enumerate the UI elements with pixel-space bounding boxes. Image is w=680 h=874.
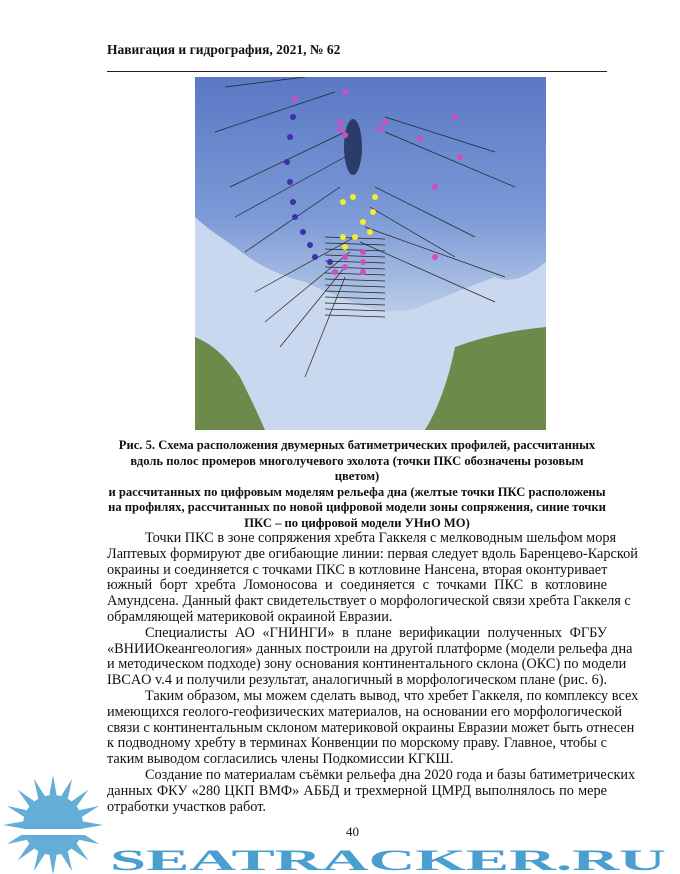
caption-line: на профилях, рассчитанных по новой цифровой модели зоны сопряжения, синие точки	[108, 500, 606, 515]
sun-ray	[72, 844, 89, 861]
paragraph-line: Амундсена. Данный факт свидетельствует о морфологической связи хребта Гаккеля с	[107, 593, 631, 610]
figure-caption	[107, 438, 607, 532]
yellow-pks-point	[370, 209, 376, 215]
paragraph-line: окраины и соединяется с точками ПКС в котловине Нансена, вторая оконтуривает	[107, 561, 608, 578]
paragraph-line: «ВНИИОкеангеология» данных построили на другой платформе (модели рельефа дна	[107, 640, 633, 657]
paragraph	[107, 530, 638, 626]
pink-pks-point	[377, 126, 383, 132]
pink-pks-point	[342, 264, 348, 270]
paragraph-line: связи с континентальным склоном материковой окраины Евразии может быть отнесен	[107, 719, 635, 736]
paragraph-line: отработки участков работ.	[107, 798, 266, 815]
sun-ray	[7, 806, 27, 817]
pink-pks-point	[360, 269, 366, 275]
pink-pks-point	[417, 136, 423, 142]
journal-header: Навигация и гидрография, 2021, № 62	[107, 42, 341, 57]
caption-line: ПКС – по цифровой модели УНиО МО)	[244, 515, 470, 530]
bathymetric-map-figure	[195, 77, 546, 430]
sun-ray	[34, 779, 45, 799]
paragraph-line: имеющихся геолого-геофизических материалов, на основании его морфологической	[107, 703, 623, 720]
pink-pks-point	[342, 254, 348, 260]
paragraph-line: к подводному хребту в терминах Конвенции по морскому праву. Главное, чтобы с	[107, 735, 607, 752]
paragraph	[107, 766, 636, 815]
yellow-pks-point	[340, 234, 346, 240]
sun-ray	[49, 775, 56, 795]
blue-pks-point	[307, 242, 313, 248]
sun-ray	[61, 851, 72, 871]
blue-pks-point	[287, 134, 293, 140]
pink-pks-point	[432, 254, 438, 260]
blue-pks-point	[284, 159, 290, 165]
sun-ray	[34, 851, 45, 871]
sun-ray	[83, 821, 103, 828]
blue-pks-point	[290, 199, 296, 205]
caption-line: и рассчитанных по цифровым моделям рельефа дна (желтые точки ПКС расположены	[108, 484, 606, 499]
paragraph-line: обрамляющей материковой окраиной Евразии.	[107, 608, 393, 625]
paragraph-line: данных ФКУ «280 ЦКП ВМФ» АББД и трехмерной ЦМРД выполнялось по мере	[107, 782, 607, 799]
paragraph-line: Лаптевых формируют две огибающие линии: первая следует вдоль Баренцево-Карской	[107, 545, 638, 562]
header-rule	[107, 71, 607, 72]
paragraph-line: IBCAO v.4 и получили результат, аналогичный в морфологическом плане (рис. 6).	[107, 672, 608, 689]
pink-pks-point	[452, 114, 458, 120]
watermark-lettering: SEATRACKER.RU	[110, 844, 666, 874]
paragraph	[107, 687, 639, 768]
blue-pks-point	[290, 114, 296, 120]
sun-ray	[7, 833, 27, 844]
sun-icon	[0, 770, 106, 874]
sun-ray	[72, 790, 89, 807]
blue-pks-point	[287, 179, 293, 185]
paragraph-line: Создание по материалам съёмки рельефа дна 2020 года и базы батиметрических	[145, 766, 636, 783]
yellow-pks-point	[367, 229, 373, 235]
sun-ray	[18, 844, 35, 861]
sun-ray	[79, 833, 99, 844]
pink-pks-point	[292, 96, 298, 102]
blue-pks-point	[300, 229, 306, 235]
yellow-pks-point	[372, 194, 378, 200]
blue-pks-point	[312, 254, 318, 260]
sun-ray	[3, 821, 23, 828]
paragraph-line: южный борт хребта Ломоносова и соединяется с точками ПКС в котловине	[107, 577, 607, 594]
pink-pks-point	[360, 249, 366, 255]
pink-pks-point	[342, 89, 348, 95]
pink-pks-point	[337, 126, 343, 132]
blue-pks-point	[327, 259, 333, 265]
yellow-pks-point	[342, 244, 348, 250]
pink-pks-point	[342, 132, 348, 138]
pink-pks-point	[337, 119, 343, 125]
caption-line: вдоль полос промеров многолучевого эхолота (точки ПКС обозначены розовым цветом)	[130, 453, 584, 484]
pink-pks-point	[432, 184, 438, 190]
seatracker-watermark-logo	[110, 843, 670, 874]
sun-ray	[18, 790, 35, 807]
yellow-pks-point	[360, 219, 366, 225]
blue-pks-point	[292, 214, 298, 220]
yellow-pks-point	[352, 234, 358, 240]
gakkel-ridge-rift	[344, 119, 362, 175]
sun-ray	[79, 806, 99, 817]
yellow-pks-point	[340, 199, 346, 205]
paragraph-line: Таким образом, мы можем сделать вывод, что хребет Гаккеля, по комплексу всех	[145, 687, 639, 704]
paragraph-line: Специалисты АО «ГНИНГИ» в плане верификации полученных ФГБУ	[145, 624, 607, 641]
paragraph-line: таким выводом согласились члены Подкомиссии КГКШ.	[107, 751, 454, 768]
paragraph	[107, 624, 633, 689]
paragraph-line: Точки ПКС в зоне сопряжения хребта Гаккеля с мелководным шельфом моря	[145, 530, 617, 546]
article-body	[107, 530, 639, 815]
pink-pks-point	[360, 259, 366, 265]
sun-ray	[61, 779, 72, 799]
pink-pks-point	[457, 154, 463, 160]
sun-ray	[49, 855, 56, 874]
yellow-pks-point	[350, 194, 356, 200]
pink-pks-point	[382, 119, 388, 125]
pink-pks-point	[332, 269, 338, 275]
caption-line: Рис. 5. Схема расположения двумерных батиметрических профилей, рассчитанных	[118, 438, 596, 452]
paragraph-line: и методическом подходе) зону основания континентального склона (ОКС) по модели	[107, 656, 627, 673]
page-number: 40	[346, 824, 359, 839]
